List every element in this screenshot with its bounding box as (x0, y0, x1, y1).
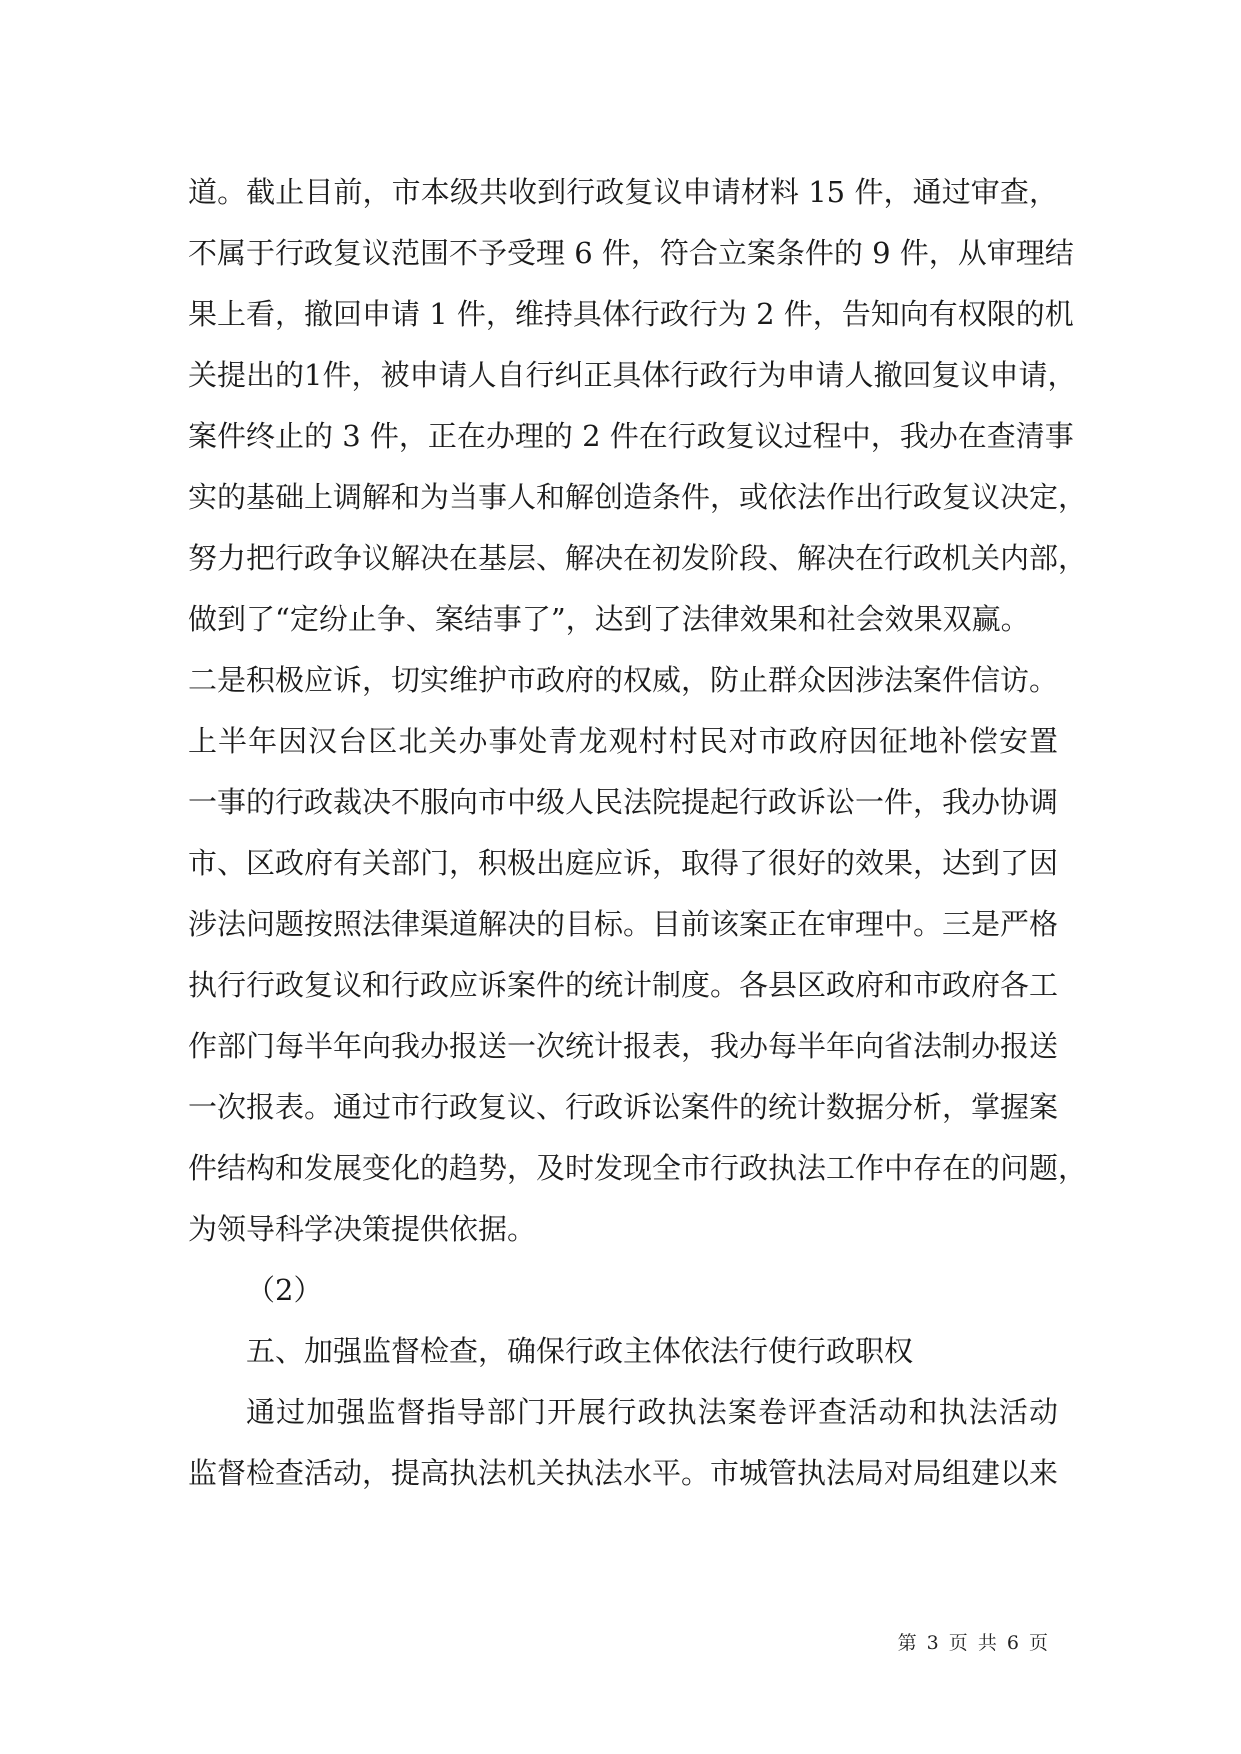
text-line: 上半年因汉台区北关办事处青龙观村村民对市政府因征地补偿安置 (188, 724, 1058, 758)
text-line: 努力把行政争议解决在基层、解决在初发阶段、解决在行政机关内部， (188, 541, 1088, 575)
text-line: 二是积极应诉，切实维护市政府的权威，防止群众因涉法案件信访。 (188, 663, 1059, 697)
text-line: 道。截止目前，市本级共收到行政复议申请材料 15 件，通过审查， (188, 175, 1058, 209)
text-line: 市、区政府有关部门，积极出庭应诉，取得了很好的效果，达到了因 (188, 846, 1059, 880)
text-line: 为领导科学决策提供依据。 (188, 1212, 537, 1246)
text-line: 做到了“定纷止争、案结事了”，达到了法律效果和社会效果双赢。 (188, 602, 1030, 636)
text-line: 作部门每半年向我办报送一次统计报表，我办每半年向省法制办报送 (188, 1029, 1059, 1063)
text-line: 件结构和发展变化的趋势，及时发现全市行政执法工作中存在的问题， (188, 1151, 1088, 1185)
page-number-footer: 第 3 页 共 6 页 (897, 1632, 1050, 1654)
text-line: 一事的行政裁决不服向市中级人民法院提起行政诉讼一件，我办协调 (188, 785, 1059, 819)
text-line: 监督检查活动，提高执法机关执法水平。市城管执法局对局组建以来 (188, 1456, 1059, 1490)
text-line: 执行行政复议和行政应诉案件的统计制度。各县区政府和市政府各工 (188, 968, 1059, 1002)
document-body (188, 162, 1088, 1504)
text-line: 不属于行政复议范围不予受理 6 件，符合立案条件的 9 件，从审理结 (188, 236, 1074, 270)
section-heading: 五、加强监督检查，确保行政主体依法行使行政职权 (246, 1334, 914, 1368)
section-marker: （2） (246, 1273, 323, 1307)
text-line: 果上看，撤回申请 1 件，维持具体行政行为 2 件，告知向有权限的机 (188, 297, 1074, 331)
text-line: 实的基础上调解和为当事人和解创造条件，或依法作出行政复议决定， (188, 480, 1088, 514)
text-line: 通过加强监督指导部门开展行政执法案卷评查活动和执法活动 (246, 1395, 1058, 1429)
text-line: 关提出的1件，被申请人自行纠正具体行政行为申请人撤回复议申请， (188, 358, 1077, 392)
text-line: 一次报表。通过市行政复议、行政诉讼案件的统计数据分析，掌握案 (188, 1090, 1059, 1124)
text-line: 案件终止的 3 件，正在办理的 2 件在行政复议过程中，我办在查清事 (188, 419, 1074, 453)
text-line: 涉法问题按照法律渠道解决的目标。目前该案正在审理中。三是严格 (188, 907, 1059, 941)
